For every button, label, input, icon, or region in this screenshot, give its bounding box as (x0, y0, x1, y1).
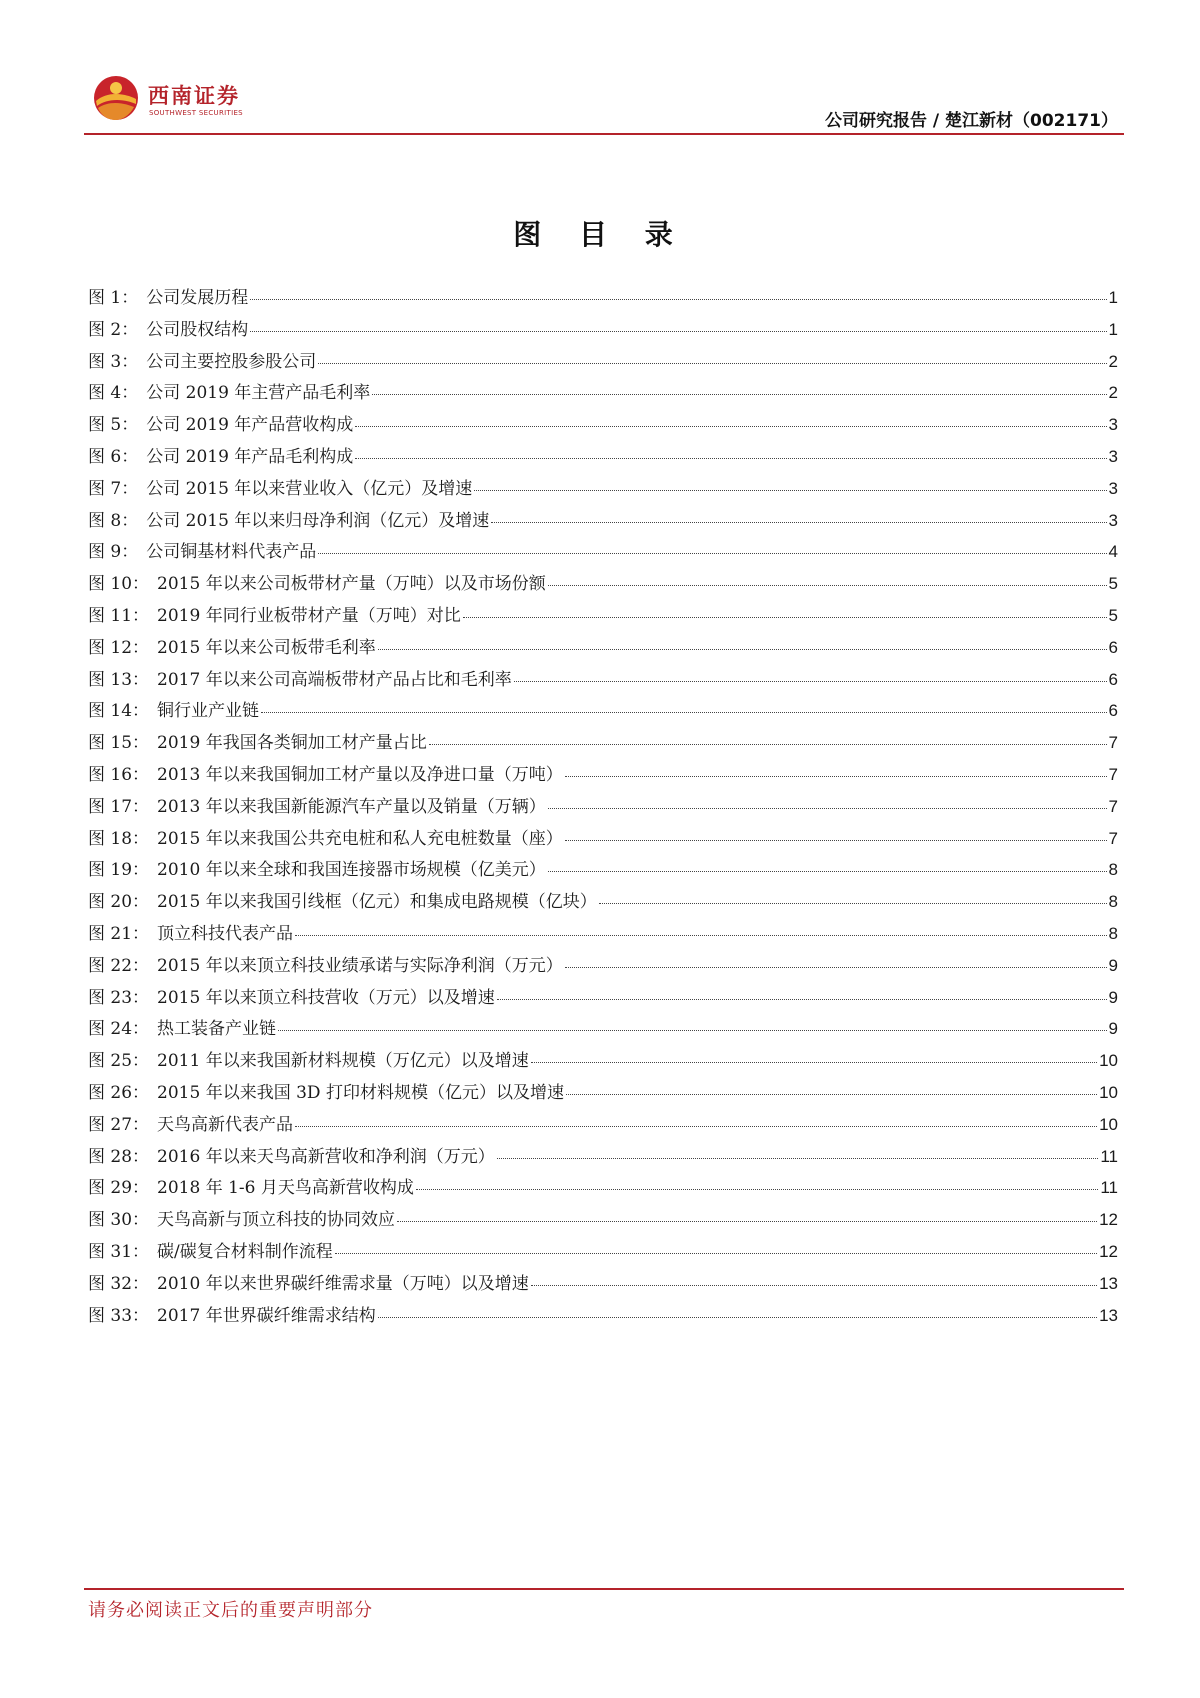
figure-label: 图 4 (88, 383, 122, 404)
figure-label: 图 2 (88, 319, 122, 340)
figure-label-colon: ： (132, 605, 150, 626)
toc-entry[interactable] (88, 410, 1118, 442)
page-number: 11 (1100, 1146, 1118, 1166)
figure-label-colon: ： (132, 1273, 150, 1294)
page-number: 6 (1108, 637, 1118, 657)
figure-label-colon: ： (132, 987, 150, 1008)
figure-label-colon: ： (132, 669, 150, 690)
toc-entry[interactable] (88, 855, 1118, 887)
figure-label-colon: ： (132, 860, 150, 881)
figure-title: 2011 年以来我国新材料规模（万亿元）以及增速 (157, 1051, 529, 1072)
figure-label-colon: ： (132, 637, 150, 658)
figure-label: 图 26 (88, 1082, 133, 1103)
page-number: 4 (1108, 542, 1118, 562)
figure-label: 图 11 (88, 605, 133, 626)
southwest-securities-logo-icon (92, 74, 140, 122)
toc-entry[interactable] (88, 601, 1118, 633)
company-logo (92, 74, 312, 126)
figure-title: 2015 年以来我国公共充电桩和私人充电桩数量（座） (157, 828, 563, 849)
dot-leader (250, 330, 1106, 332)
toc-entry[interactable] (88, 1237, 1118, 1269)
figure-label: 图 19 (88, 860, 133, 881)
page-number: 13 (1099, 1273, 1118, 1293)
figure-title: 2010 年以来全球和我国连接器市场规模（亿美元） (157, 860, 546, 881)
dot-leader (397, 1220, 1097, 1222)
header-divider (84, 133, 1124, 135)
page-number: 1 (1108, 288, 1118, 307)
figure-label-colon: ： (132, 701, 150, 722)
figure-label-colon: ： (121, 319, 139, 340)
figure-title: 2013 年以来我国铜加工材产量以及净进口量（万吨） (157, 764, 563, 785)
figure-title: 公司 2019 年主营产品毛利率 (146, 383, 371, 404)
page-number: 6 (1108, 669, 1118, 689)
toc-entry[interactable] (88, 728, 1118, 760)
figure-label-colon: ： (132, 1146, 150, 1167)
figure-title: 碳/碳复合材料制作流程 (157, 1241, 333, 1262)
figure-label-colon: ： (121, 446, 139, 467)
toc-entry[interactable] (88, 633, 1118, 665)
figure-title: 顶立科技代表产品 (157, 923, 294, 944)
report-info: 公司研究报告 / 楚江新材（002171） (824, 111, 1118, 131)
figure-title: 公司主要控股参股公司 (146, 351, 317, 372)
figure-label-colon: ： (132, 733, 150, 754)
toc-title: 图 目 录 (513, 218, 687, 251)
figure-title: 2017 年世界碳纤维需求结构 (157, 1305, 376, 1326)
figure-label-colon: ： (132, 1082, 150, 1103)
dot-leader (261, 711, 1106, 713)
toc-entry[interactable] (88, 378, 1118, 410)
page-number: 9 (1108, 1019, 1118, 1039)
figure-title: 2019 年我国各类铜加工材产量占比 (157, 733, 427, 754)
toc-entry[interactable] (88, 1301, 1118, 1333)
toc-entry[interactable] (88, 442, 1118, 474)
figure-label: 图 7 (88, 478, 122, 499)
page-number: 2 (1108, 351, 1118, 371)
figure-title: 2019 年同行业板带材产量（万吨）对比 (157, 605, 461, 626)
toc-entry[interactable] (88, 696, 1118, 728)
dot-leader (355, 425, 1106, 427)
toc-entry[interactable] (88, 824, 1118, 856)
figure-label: 图 9 (88, 542, 122, 563)
page-number: 7 (1108, 764, 1118, 784)
figure-label-colon: ： (121, 510, 139, 531)
figure-title: 公司 2019 年产品毛利构成 (146, 446, 354, 467)
toc-entry[interactable] (88, 1014, 1118, 1046)
figure-label: 图 17 (88, 796, 133, 817)
dot-leader (278, 1029, 1106, 1031)
figure-label: 图 10 (88, 574, 133, 595)
figure-title: 2015 年以来公司板带毛利率 (157, 637, 376, 658)
toc-entry[interactable] (88, 1173, 1118, 1205)
figure-label: 图 16 (88, 764, 133, 785)
figure-label: 图 5 (88, 415, 122, 436)
dot-leader (531, 1061, 1097, 1063)
figure-title: 2010 年以来世界碳纤维需求量（万吨）以及增速 (157, 1273, 529, 1294)
figure-label-colon: ： (132, 1114, 150, 1135)
figure-title: 2015 年以来公司板带材产量（万吨）以及市场份额 (157, 574, 546, 595)
page-number: 10 (1099, 1114, 1118, 1134)
toc-entry[interactable] (88, 983, 1118, 1015)
dot-leader (372, 393, 1106, 395)
dot-leader (566, 1093, 1097, 1095)
page-header (84, 72, 1124, 134)
figure-label: 图 27 (88, 1114, 133, 1135)
figure-title: 热工装备产业链 (157, 1019, 277, 1040)
figure-label-colon: ： (132, 796, 150, 817)
page-number: 5 (1108, 605, 1118, 625)
page-number: 10 (1099, 1082, 1118, 1102)
footer-disclaimer-note: 请务必阅读正文后的重要声明部分 (88, 1600, 373, 1621)
toc-entry[interactable] (88, 1046, 1118, 1078)
figure-title: 公司 2015 年以来营业收入（亿元）及增速 (146, 478, 473, 499)
figure-title: 公司股权结构 (146, 319, 249, 340)
logo-english-name: SOUTHWEST SECURITIES (149, 109, 243, 117)
figure-label: 图 8 (88, 510, 122, 531)
figure-label-colon: ： (132, 828, 150, 849)
figure-list (88, 283, 1118, 1332)
page-number: 8 (1108, 892, 1118, 912)
dot-leader (335, 1252, 1097, 1254)
page-number: 3 (1108, 415, 1118, 435)
figure-title: 公司 2015 年以来归母净利润（亿元）及增速 (146, 510, 490, 531)
toc-entry[interactable] (88, 1110, 1118, 1142)
dot-leader (416, 1188, 1098, 1190)
dot-leader (355, 457, 1106, 459)
figure-label: 图 23 (88, 987, 133, 1008)
toc-entry[interactable] (88, 665, 1118, 697)
dot-leader (295, 934, 1106, 936)
page-number: 7 (1108, 828, 1118, 848)
figure-title: 天鸟高新代表产品 (157, 1114, 294, 1135)
dot-leader (599, 902, 1107, 904)
footer-divider (84, 1588, 1124, 1590)
page-number: 8 (1108, 860, 1118, 880)
toc-entry[interactable] (88, 347, 1118, 379)
figure-title: 2016 年以来天鸟高新营收和净利润（万元） (157, 1146, 495, 1167)
figure-label: 图 30 (88, 1210, 133, 1231)
figure-label: 图 15 (88, 733, 133, 754)
page-number: 13 (1099, 1305, 1118, 1325)
dot-leader (565, 966, 1107, 968)
figure-label-colon: ： (132, 764, 150, 785)
page-number: 5 (1108, 574, 1118, 594)
figure-label: 图 24 (88, 1019, 133, 1040)
dot-leader (318, 552, 1106, 554)
figure-label: 图 20 (88, 892, 133, 913)
dot-leader (474, 489, 1106, 491)
figure-label-colon: ： (121, 288, 139, 308)
toc-entry[interactable] (88, 315, 1118, 347)
figure-label: 图 31 (88, 1241, 133, 1262)
dot-leader (463, 616, 1107, 618)
dot-leader (491, 521, 1106, 523)
page-number: 12 (1099, 1210, 1118, 1230)
figure-label-colon: ： (132, 1210, 150, 1231)
figure-label-colon: ： (121, 351, 139, 372)
figure-label: 图 28 (88, 1146, 133, 1167)
logo-chinese-name: 西南证券 (148, 83, 240, 108)
figure-label-colon: ： (132, 923, 150, 944)
toc-entry[interactable] (88, 537, 1118, 569)
figure-title: 2018 年 1-6 月天鸟高新营收构成 (157, 1178, 414, 1199)
toc-entry[interactable] (88, 569, 1118, 601)
dot-leader (514, 680, 1107, 682)
toc-entry[interactable] (88, 506, 1118, 538)
page-number: 3 (1108, 446, 1118, 466)
figure-label: 图 18 (88, 828, 133, 849)
toc-entry[interactable] (88, 1205, 1118, 1237)
dot-leader (548, 807, 1107, 809)
figure-title: 2015 年以来顶立科技营收（万元）以及增速 (157, 987, 495, 1008)
page-number: 11 (1100, 1178, 1118, 1198)
toc-entry[interactable] (88, 1269, 1118, 1301)
figure-title: 铜行业产业链 (157, 701, 260, 722)
page-number: 6 (1108, 701, 1118, 721)
page-number: 12 (1099, 1241, 1118, 1261)
toc-entry[interactable] (88, 792, 1118, 824)
figure-label-colon: ： (132, 574, 150, 595)
toc-entry[interactable] (88, 474, 1118, 506)
figure-label-colon: ： (132, 1178, 150, 1199)
figure-label: 图 21 (88, 923, 133, 944)
figure-label-colon: ： (132, 955, 150, 976)
figure-label: 图 32 (88, 1273, 133, 1294)
figure-title: 天鸟高新与顶立科技的协同效应 (157, 1210, 396, 1231)
toc-entry[interactable] (88, 951, 1118, 983)
figure-label: 图 13 (88, 669, 133, 690)
figure-label: 图 6 (88, 446, 122, 467)
page-number: 3 (1108, 478, 1118, 498)
dot-leader (429, 743, 1107, 745)
toc-entry[interactable] (88, 760, 1118, 792)
figure-label: 图 14 (88, 701, 133, 722)
dot-leader (318, 362, 1106, 364)
figure-label: 图 25 (88, 1051, 133, 1072)
toc-entry[interactable] (88, 1142, 1118, 1174)
figure-label-colon: ： (121, 383, 139, 404)
figure-title: 2015 年以来顶立科技业绩承诺与实际净利润（万元） (157, 955, 563, 976)
figure-label-colon: ： (121, 415, 139, 436)
figure-label-colon: ： (132, 1051, 150, 1072)
page-number: 8 (1108, 923, 1118, 943)
dot-leader (548, 870, 1107, 872)
figure-label: 图 1 (88, 288, 122, 308)
figure-title: 2015 年以来我国引线框（亿元）和集成电路规模（亿块） (157, 892, 597, 913)
dot-leader (565, 839, 1107, 841)
figure-label: 图 33 (88, 1305, 133, 1326)
dot-leader (378, 1316, 1097, 1318)
figure-title: 公司发展历程 (146, 288, 249, 308)
figure-title: 2015 年以来我国 3D 打印材料规模（亿元）以及增速 (157, 1082, 564, 1103)
figure-title: 2013 年以来我国新能源汽车产量以及销量（万辆） (157, 796, 546, 817)
page-number: 3 (1108, 510, 1118, 530)
dot-leader (531, 1284, 1097, 1286)
page-number: 2 (1108, 383, 1118, 403)
figure-title: 2017 年以来公司高端板带材产品占比和毛利率 (157, 669, 512, 690)
page-number: 10 (1099, 1051, 1118, 1071)
figure-label-colon: ： (121, 478, 139, 499)
dot-leader (565, 775, 1107, 777)
figure-label-colon: ： (132, 1241, 150, 1262)
page-number: 9 (1108, 955, 1118, 975)
page-number: 7 (1108, 796, 1118, 816)
toc-entry[interactable] (88, 1078, 1118, 1110)
figure-label-colon: ： (132, 1305, 150, 1326)
figure-label: 图 29 (88, 1178, 133, 1199)
figure-label-colon: ： (121, 542, 139, 563)
dot-leader (497, 998, 1107, 1000)
page-number: 7 (1108, 733, 1118, 753)
figure-label: 图 22 (88, 955, 133, 976)
dot-leader (497, 1157, 1099, 1159)
figure-label: 图 12 (88, 637, 133, 658)
figure-label-colon: ： (132, 1019, 150, 1040)
figure-title: 公司铜基材料代表产品 (146, 542, 317, 563)
figure-label-colon: ： (132, 892, 150, 913)
figure-title: 公司 2019 年产品营收构成 (146, 415, 354, 436)
dot-leader (250, 298, 1106, 300)
page-number: 9 (1108, 987, 1118, 1007)
toc-entry[interactable] (88, 283, 1118, 315)
figure-label: 图 3 (88, 351, 122, 372)
dot-leader (548, 584, 1107, 586)
dot-leader (295, 1125, 1097, 1127)
dot-leader (378, 648, 1107, 650)
toc-entry[interactable] (88, 887, 1118, 919)
page-number: 1 (1108, 319, 1118, 339)
toc-entry[interactable] (88, 919, 1118, 951)
